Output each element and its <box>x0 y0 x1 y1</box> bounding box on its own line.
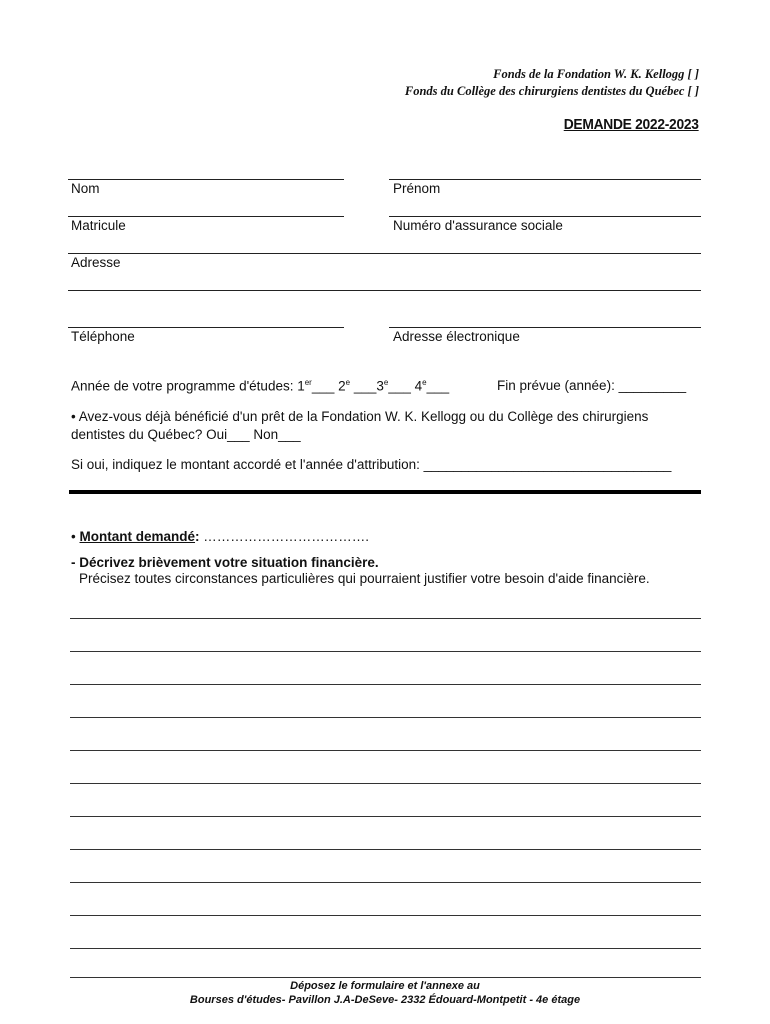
courriel-field-line[interactable] <box>389 327 701 328</box>
form-title: DEMANDE 2022-2023 <box>564 116 699 133</box>
courriel-label: Adresse électronique <box>393 329 520 344</box>
montant-demande-line[interactable] <box>71 529 369 544</box>
describe-instructions: Précisez toutes circonstances particulières qui pourraient justifier votre besoin d'aide financière. <box>79 571 650 586</box>
writing-line[interactable] <box>70 948 701 949</box>
telephone-field-line[interactable] <box>68 327 344 328</box>
montant-colon: : <box>195 529 200 544</box>
program-year-blank-2[interactable]: ___3 <box>350 378 384 394</box>
writing-line[interactable] <box>70 783 701 784</box>
adresse-field-line[interactable] <box>68 253 701 254</box>
program-year-blank-4[interactable]: ___ <box>426 378 450 394</box>
fund-kellogg-checkbox-line[interactable]: Fonds de la Fondation W. K. Kellogg [ ] <box>493 67 699 81</box>
program-year-sup-1: er <box>304 378 312 387</box>
writing-line[interactable] <box>70 618 701 619</box>
footer-line-1: Déposez le formulaire et l'annexe au <box>290 980 480 992</box>
bullet-icon: • <box>71 529 76 544</box>
program-year-blank-1[interactable]: ___ 2 <box>311 378 346 394</box>
writing-line[interactable] <box>70 882 701 883</box>
fund-college-checkbox-line[interactable]: Fonds du Collège des chirurgiens dentistes du Québec [ ] <box>404 84 699 98</box>
previous-loan-answer[interactable]: dentistes du Québec? Oui___ Non___ <box>71 427 301 442</box>
program-year-prefix: Année de votre programme d'études: 1 <box>71 378 305 394</box>
nas-label: Numéro d'assurance sociale <box>393 218 563 233</box>
matricule-label: Matricule <box>71 218 126 233</box>
program-year-sup-2: e <box>345 378 351 387</box>
program-year-sup-4: e <box>422 378 427 387</box>
writing-line[interactable] <box>70 977 701 978</box>
writing-line[interactable] <box>70 816 701 817</box>
adresse-label: Adresse <box>71 255 121 270</box>
writing-line[interactable] <box>70 684 701 685</box>
section-divider <box>69 490 701 494</box>
prenom-field-line[interactable] <box>389 179 701 180</box>
prenom-label: Prénom <box>393 181 441 196</box>
writing-line[interactable] <box>70 915 701 916</box>
telephone-label: Téléphone <box>71 329 135 344</box>
montant-demande-label: Montant demandé <box>79 529 196 544</box>
program-year-sup-3: e <box>383 378 389 387</box>
nom-label: Nom <box>71 181 100 196</box>
fin-prevue-field[interactable]: Fin prévue (année): _________ <box>497 378 687 393</box>
montant-dots[interactable]: ………………………………. <box>199 529 370 544</box>
nom-field-line[interactable] <box>68 179 344 180</box>
writing-line[interactable] <box>70 849 701 850</box>
describe-heading: - Décrivez brièvement votre situation financière. <box>71 555 379 570</box>
program-year-line[interactable] <box>71 378 449 394</box>
matricule-field-line[interactable] <box>68 216 344 217</box>
previous-amount-field[interactable]: Si oui, indiquez le montant accordé et l'année d'attribution: _________________________________ <box>71 457 672 472</box>
writing-line[interactable] <box>70 717 701 718</box>
footer-line-2: Bourses d'études- Pavillon J.A-DeSeve- 2332 Édouard-Montpetit - 4e étage <box>189 994 581 1006</box>
adresse-extra-line[interactable] <box>68 290 701 291</box>
previous-loan-question: • Avez-vous déjà bénéficié d'un prêt de la Fondation W. K. Kellogg ou du Collège des chirurgiens <box>71 409 649 424</box>
writing-line[interactable] <box>70 651 701 652</box>
nas-field-line[interactable] <box>389 216 701 217</box>
program-year-blank-3[interactable]: ___ 4 <box>388 378 423 394</box>
writing-line[interactable] <box>70 750 701 751</box>
